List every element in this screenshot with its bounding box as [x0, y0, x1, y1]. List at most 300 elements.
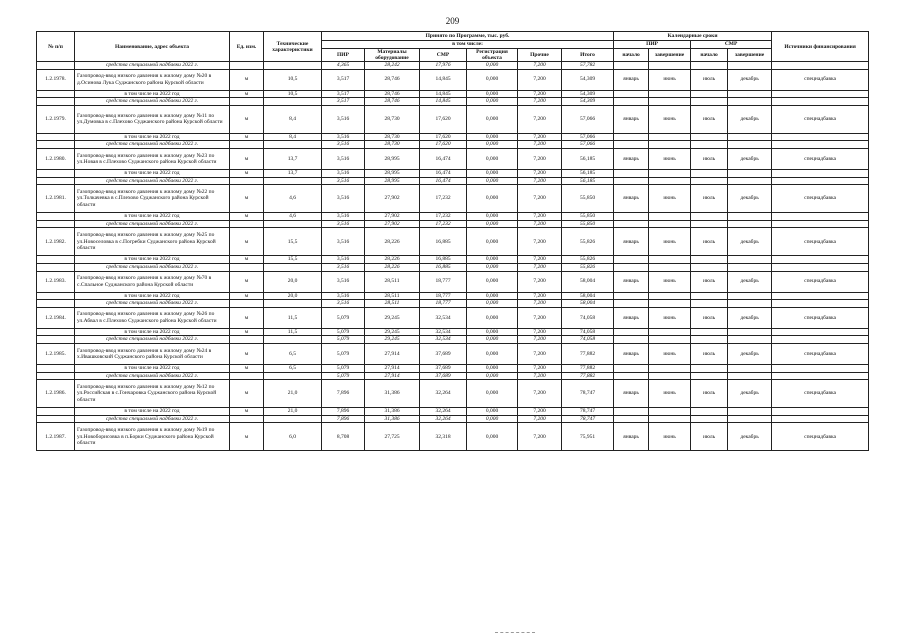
other-value: 7,200 — [518, 185, 562, 213]
materials-value: 28,995 — [365, 169, 420, 177]
reg-value: 0,000 — [467, 336, 518, 344]
table-row-surcharge — [37, 336, 869, 344]
total-value: 57,066 — [562, 133, 614, 141]
total-value: 55,850 — [562, 185, 614, 213]
smr-start-month — [691, 300, 728, 308]
other-value: 7,200 — [518, 292, 562, 300]
table-row-surcharge — [37, 220, 869, 228]
funding-source — [772, 98, 869, 106]
tech-cell: 4,6 — [264, 213, 322, 221]
reg-value: 0,000 — [467, 69, 518, 90]
table-body — [37, 62, 869, 451]
program-table — [36, 31, 869, 451]
pir-end-month — [649, 328, 691, 336]
tech-cell — [264, 62, 322, 70]
smr-end-month — [728, 98, 772, 106]
row-number — [37, 263, 75, 271]
object-name: средства специальной надбавки 2022 г. — [75, 98, 230, 106]
pir-end-month: июнь — [649, 343, 691, 364]
smr-end-month — [728, 408, 772, 416]
reg-value: 0,000 — [467, 177, 518, 185]
tech-cell: 6,0 — [264, 423, 322, 451]
smr-start-month — [691, 408, 728, 416]
tech-cell — [264, 415, 322, 423]
pir-end-month: июнь — [649, 69, 691, 90]
smr-start-month: июль — [691, 343, 728, 364]
unit-cell: м — [230, 343, 264, 364]
smr-value: 14,845 — [420, 98, 467, 106]
pir-end-month — [649, 364, 691, 372]
smr-value: 17,232 — [420, 220, 467, 228]
smr-value: 14,845 — [420, 69, 467, 90]
pir-value: 7,896 — [322, 408, 365, 416]
pir-end-month: июнь — [649, 380, 691, 408]
funding-source: спецнадбавка — [772, 271, 869, 292]
unit-cell: м — [230, 148, 264, 169]
row-number — [37, 141, 75, 149]
funding-source — [772, 415, 869, 423]
total-value: 77,882 — [562, 372, 614, 380]
object-name: в том числе на 2022 год — [75, 213, 230, 221]
object-name: в том числе на 2022 год — [75, 364, 230, 372]
object-name: Газопровод-ввод низкого давления к жилому дому №25 по ул.Новоселовка в с.Погребки Суджанского района Курской области — [75, 228, 230, 256]
materials-value: 27,914 — [365, 364, 420, 372]
total-value: 75,951 — [562, 423, 614, 451]
materials-value: 31,386 — [365, 380, 420, 408]
pir-start-month: январь — [614, 105, 649, 133]
other-value: 7,200 — [518, 307, 562, 328]
footer-scan-mark — [495, 632, 535, 635]
smr-start-month — [691, 220, 728, 228]
smr-end-month: декабрь — [728, 228, 772, 256]
other-value: 7,200 — [518, 380, 562, 408]
row-number: 1.2.1987. — [37, 423, 75, 451]
header-name: Наименование, адрес объекта — [75, 32, 230, 62]
materials-value: 28,226 — [365, 256, 420, 264]
smr-end-month — [728, 220, 772, 228]
unit-cell: м — [230, 105, 264, 133]
smr-start-month: июль — [691, 185, 728, 213]
smr-end-month — [728, 177, 772, 185]
funding-source: спецнадбавка — [772, 380, 869, 408]
smr-end-month: декабрь — [728, 423, 772, 451]
unit-cell: м — [230, 169, 264, 177]
table-row-surcharge — [37, 177, 869, 185]
smr-start-month — [691, 90, 728, 98]
reg-value: 0,000 — [467, 256, 518, 264]
reg-value: 0,000 — [467, 220, 518, 228]
row-number — [37, 62, 75, 70]
funding-source: спецнадбавка — [772, 423, 869, 451]
pir-start-month — [614, 141, 649, 149]
other-value: 7,200 — [518, 141, 562, 149]
table-row-main — [37, 271, 869, 292]
smr-value: 32,534 — [420, 336, 467, 344]
unit-cell: м — [230, 256, 264, 264]
tech-cell: 20,0 — [264, 292, 322, 300]
pir-value: 3,516 — [322, 292, 365, 300]
pir-value: 5,079 — [322, 372, 365, 380]
reg-value: 0,000 — [467, 98, 518, 106]
pir-start-month — [614, 372, 649, 380]
pir-value: 3,516 — [322, 148, 365, 169]
header-smr-start: начало — [691, 49, 728, 62]
smr-start-month — [691, 364, 728, 372]
pir-value: 3,516 — [322, 105, 365, 133]
smr-start-month — [691, 372, 728, 380]
row-number — [37, 336, 75, 344]
smr-end-month — [728, 90, 772, 98]
pir-value: 3,516 — [322, 256, 365, 264]
smr-value: 16,885 — [420, 228, 467, 256]
smr-end-month: декабрь — [728, 307, 772, 328]
materials-value: 27,902 — [365, 185, 420, 213]
smr-value: 32,264 — [420, 408, 467, 416]
other-value: 7,200 — [518, 105, 562, 133]
total-value: 74,058 — [562, 328, 614, 336]
object-name: Газопровод-ввод низкого давления к жилому дому №23 по ул.Новая в с.Плехово Суджанского района Курской области — [75, 148, 230, 169]
object-name: в том числе на 2022 год — [75, 169, 230, 177]
pir-end-month — [649, 300, 691, 308]
materials-value: 28,226 — [365, 228, 420, 256]
pir-start-month — [614, 90, 649, 98]
total-value: 58,004 — [562, 292, 614, 300]
materials-value: 27,902 — [365, 213, 420, 221]
other-value: 7,200 — [518, 343, 562, 364]
row-number: 1.2.1978. — [37, 69, 75, 90]
funding-source — [772, 133, 869, 141]
table-row-total — [37, 133, 869, 141]
other-value: 7,200 — [518, 228, 562, 256]
table-row-total — [37, 256, 869, 264]
reg-value: 0,000 — [467, 185, 518, 213]
other-value: 7,200 — [518, 415, 562, 423]
smr-start-month — [691, 336, 728, 344]
table-row-surcharge — [37, 141, 869, 149]
pir-start-month — [614, 300, 649, 308]
unit-cell — [230, 177, 264, 185]
total-value: 78,747 — [562, 415, 614, 423]
row-number — [37, 372, 75, 380]
unit-cell — [230, 415, 264, 423]
materials-value: 28,995 — [365, 148, 420, 169]
total-value: 78,747 — [562, 408, 614, 416]
other-value: 7,200 — [518, 336, 562, 344]
pir-end-month — [649, 177, 691, 185]
materials-value: 28,746 — [365, 69, 420, 90]
smr-start-month: июль — [691, 307, 728, 328]
row-number — [37, 177, 75, 185]
funding-source — [772, 292, 869, 300]
smr-value: 37,689 — [420, 372, 467, 380]
pir-start-month — [614, 213, 649, 221]
pir-start-month: январь — [614, 343, 649, 364]
funding-source — [772, 90, 869, 98]
total-value: 56,185 — [562, 177, 614, 185]
materials-value: 27,914 — [365, 343, 420, 364]
tech-cell: 20,0 — [264, 271, 322, 292]
smr-end-month: декабрь — [728, 380, 772, 408]
total-value: 57,066 — [562, 141, 614, 149]
unit-cell: м — [230, 185, 264, 213]
smr-value: 17,620 — [420, 141, 467, 149]
tech-cell — [264, 336, 322, 344]
funding-source: спецнадбавка — [772, 105, 869, 133]
object-name: в том числе на 2022 год — [75, 408, 230, 416]
smr-start-month — [691, 263, 728, 271]
total-value: 55,826 — [562, 263, 614, 271]
table-row-main — [37, 423, 869, 451]
row-number — [37, 98, 75, 106]
smr-value: 16,474 — [420, 148, 467, 169]
header-smr: СМР — [420, 49, 467, 62]
tech-cell: 13,7 — [264, 148, 322, 169]
object-name: средства специальной надбавки 2022 г. — [75, 220, 230, 228]
row-number: 1.2.1986. — [37, 380, 75, 408]
row-number — [37, 328, 75, 336]
tech-cell: 11,5 — [264, 328, 322, 336]
pir-value: 3,516 — [322, 263, 365, 271]
smr-start-month — [691, 177, 728, 185]
header-cal-smr: СМР — [691, 40, 772, 49]
tech-cell: 15,5 — [264, 256, 322, 264]
smr-end-month: декабрь — [728, 185, 772, 213]
page-number: 209 — [445, 16, 460, 26]
tech-cell: 8,4 — [264, 133, 322, 141]
pir-start-month — [614, 408, 649, 416]
unit-cell — [230, 141, 264, 149]
pir-end-month: июнь — [649, 307, 691, 328]
unit-cell — [230, 300, 264, 308]
reg-value: 0,000 — [467, 380, 518, 408]
other-value: 7,200 — [518, 256, 562, 264]
pir-end-month — [649, 256, 691, 264]
header-other: Прочие — [518, 49, 562, 62]
object-name: в том числе на 2022 год — [75, 90, 230, 98]
tech-cell: 6,5 — [264, 364, 322, 372]
row-number — [37, 415, 75, 423]
funding-source — [772, 408, 869, 416]
other-value: 7,200 — [518, 364, 562, 372]
materials-value: 29,245 — [365, 307, 420, 328]
unit-cell: м — [230, 328, 264, 336]
pir-end-month: июнь — [649, 271, 691, 292]
other-value: 7,200 — [518, 62, 562, 70]
row-number: 1.2.1983. — [37, 271, 75, 292]
tech-cell: 21,0 — [264, 408, 322, 416]
smr-value: 32,534 — [420, 307, 467, 328]
smr-end-month: декабрь — [728, 343, 772, 364]
reg-value: 0,000 — [467, 271, 518, 292]
other-value: 7,200 — [518, 300, 562, 308]
total-value: 54,309 — [562, 90, 614, 98]
funding-source — [772, 328, 869, 336]
smr-value: 37,689 — [420, 364, 467, 372]
pir-end-month — [649, 213, 691, 221]
pir-value: 3,517 — [322, 90, 365, 98]
pir-value: 7,896 — [322, 380, 365, 408]
tech-cell — [264, 220, 322, 228]
row-number — [37, 364, 75, 372]
tech-cell: 8,4 — [264, 105, 322, 133]
smr-value: 16,885 — [420, 256, 467, 264]
table-row-main — [37, 307, 869, 328]
object-name: средства специальной надбавки 2022 г. — [75, 415, 230, 423]
materials-value: 28,511 — [365, 271, 420, 292]
smr-start-month — [691, 213, 728, 221]
reg-value: 0,000 — [467, 328, 518, 336]
smr-end-month — [728, 256, 772, 264]
reg-value: 0,000 — [467, 300, 518, 308]
total-value: 54,309 — [562, 98, 614, 106]
pir-end-month — [649, 98, 691, 106]
object-name: Газопровод-ввод низкого давления к жилому дому №70 в с.Спальное Суджанского района Курской области — [75, 271, 230, 292]
materials-value: 28,730 — [365, 141, 420, 149]
unit-cell: м — [230, 380, 264, 408]
total-value: 55,850 — [562, 213, 614, 221]
pir-end-month — [649, 62, 691, 70]
pir-end-month — [649, 263, 691, 271]
smr-value: 17,620 — [420, 133, 467, 141]
table-row-main — [37, 228, 869, 256]
pir-end-month — [649, 141, 691, 149]
object-name: средства специальной надбавки 2022 г. — [75, 263, 230, 271]
funding-source — [772, 177, 869, 185]
pir-end-month — [649, 336, 691, 344]
tech-cell: 21,0 — [264, 380, 322, 408]
pir-value: 8,708 — [322, 423, 365, 451]
materials-value: 28,242 — [365, 62, 420, 70]
table-row-surcharge — [37, 98, 869, 106]
smr-end-month — [728, 336, 772, 344]
object-name: Газопровод-ввод низкого давления к жилому дому №19 по ул.Новоборисовка в п.Борки Суджанского района Курской области — [75, 423, 230, 451]
smr-end-month — [728, 372, 772, 380]
header-reg: Регистрация объекта — [467, 49, 518, 62]
smr-start-month: июль — [691, 105, 728, 133]
header-cal-pir: ПИР — [614, 40, 691, 49]
pir-start-month — [614, 364, 649, 372]
smr-value: 16,474 — [420, 169, 467, 177]
other-value: 7,200 — [518, 169, 562, 177]
tech-cell — [264, 98, 322, 106]
pir-value: 3,516 — [322, 220, 365, 228]
smr-start-month: июль — [691, 148, 728, 169]
total-value: 57,066 — [562, 105, 614, 133]
pir-end-month — [649, 415, 691, 423]
pir-start-month — [614, 263, 649, 271]
object-name: средства специальной надбавки 2022 г. — [75, 177, 230, 185]
tech-cell: 10,5 — [264, 69, 322, 90]
smr-start-month — [691, 62, 728, 70]
total-value: 55,826 — [562, 228, 614, 256]
other-value: 7,200 — [518, 133, 562, 141]
unit-cell: м — [230, 271, 264, 292]
smr-end-month — [728, 292, 772, 300]
other-value: 7,200 — [518, 213, 562, 221]
table-row-total — [37, 364, 869, 372]
pir-value: 5,079 — [322, 343, 365, 364]
pir-value: 3,516 — [322, 169, 365, 177]
row-number — [37, 292, 75, 300]
total-value: 55,826 — [562, 256, 614, 264]
funding-source: спецнадбавка — [772, 343, 869, 364]
row-number — [37, 300, 75, 308]
pir-value: 3,516 — [322, 141, 365, 149]
reg-value: 0,000 — [467, 148, 518, 169]
materials-value: 29,245 — [365, 336, 420, 344]
row-number — [37, 408, 75, 416]
smr-value: 18,777 — [420, 300, 467, 308]
unit-cell: м — [230, 228, 264, 256]
other-value: 7,200 — [518, 328, 562, 336]
tech-cell: 11,5 — [264, 307, 322, 328]
pir-value: 3,516 — [322, 213, 365, 221]
funding-source — [772, 220, 869, 228]
tech-cell: 6,5 — [264, 343, 322, 364]
object-name: средства специальной надбавки 2022 г. — [75, 372, 230, 380]
total-value: 58,004 — [562, 300, 614, 308]
funding-source — [772, 263, 869, 271]
header-unit: Ед. изм. — [230, 32, 264, 62]
materials-value: 27,902 — [365, 220, 420, 228]
smr-start-month — [691, 169, 728, 177]
smr-end-month — [728, 415, 772, 423]
smr-start-month: июль — [691, 380, 728, 408]
table-row-total — [37, 408, 869, 416]
smr-end-month — [728, 364, 772, 372]
other-value: 7,200 — [518, 177, 562, 185]
pir-value: 5,079 — [322, 328, 365, 336]
reg-value: 0,000 — [467, 343, 518, 364]
pir-start-month — [614, 328, 649, 336]
object-name: в том числе на 2022 год — [75, 133, 230, 141]
smr-end-month: декабрь — [728, 271, 772, 292]
smr-start-month — [691, 133, 728, 141]
smr-end-month — [728, 133, 772, 141]
pir-end-month: июнь — [649, 185, 691, 213]
header-tech: Технические характеристики — [264, 32, 322, 62]
funding-source — [772, 141, 869, 149]
materials-value: 28,226 — [365, 263, 420, 271]
table-row-surcharge — [37, 263, 869, 271]
smr-value: 16,474 — [420, 177, 467, 185]
pir-end-month — [649, 220, 691, 228]
total-value: 56,185 — [562, 148, 614, 169]
pir-value: 3,517 — [322, 98, 365, 106]
funding-source — [772, 62, 869, 70]
smr-end-month: декабрь — [728, 69, 772, 90]
unit-cell: м — [230, 423, 264, 451]
row-number: 1.2.1984. — [37, 307, 75, 328]
pir-value: 3,516 — [322, 185, 365, 213]
object-name: Газопровод-ввод низкого давления к жилому дому №11 по ул.Думовка в с.Плехово Суджанского района Курской области — [75, 105, 230, 133]
reg-value: 0,000 — [467, 415, 518, 423]
tech-cell: 15,5 — [264, 228, 322, 256]
materials-value: 31,386 — [365, 415, 420, 423]
funding-source: спецнадбавка — [772, 69, 869, 90]
materials-value: 28,511 — [365, 292, 420, 300]
unit-cell — [230, 336, 264, 344]
unit-cell: м — [230, 213, 264, 221]
other-value: 7,200 — [518, 372, 562, 380]
reg-value: 0,000 — [467, 228, 518, 256]
pir-start-month: январь — [614, 69, 649, 90]
smr-value: 17,232 — [420, 213, 467, 221]
pir-value: 3,517 — [322, 69, 365, 90]
header-source: Источники финансирования — [772, 32, 869, 62]
tech-cell — [264, 177, 322, 185]
other-value: 7,200 — [518, 271, 562, 292]
